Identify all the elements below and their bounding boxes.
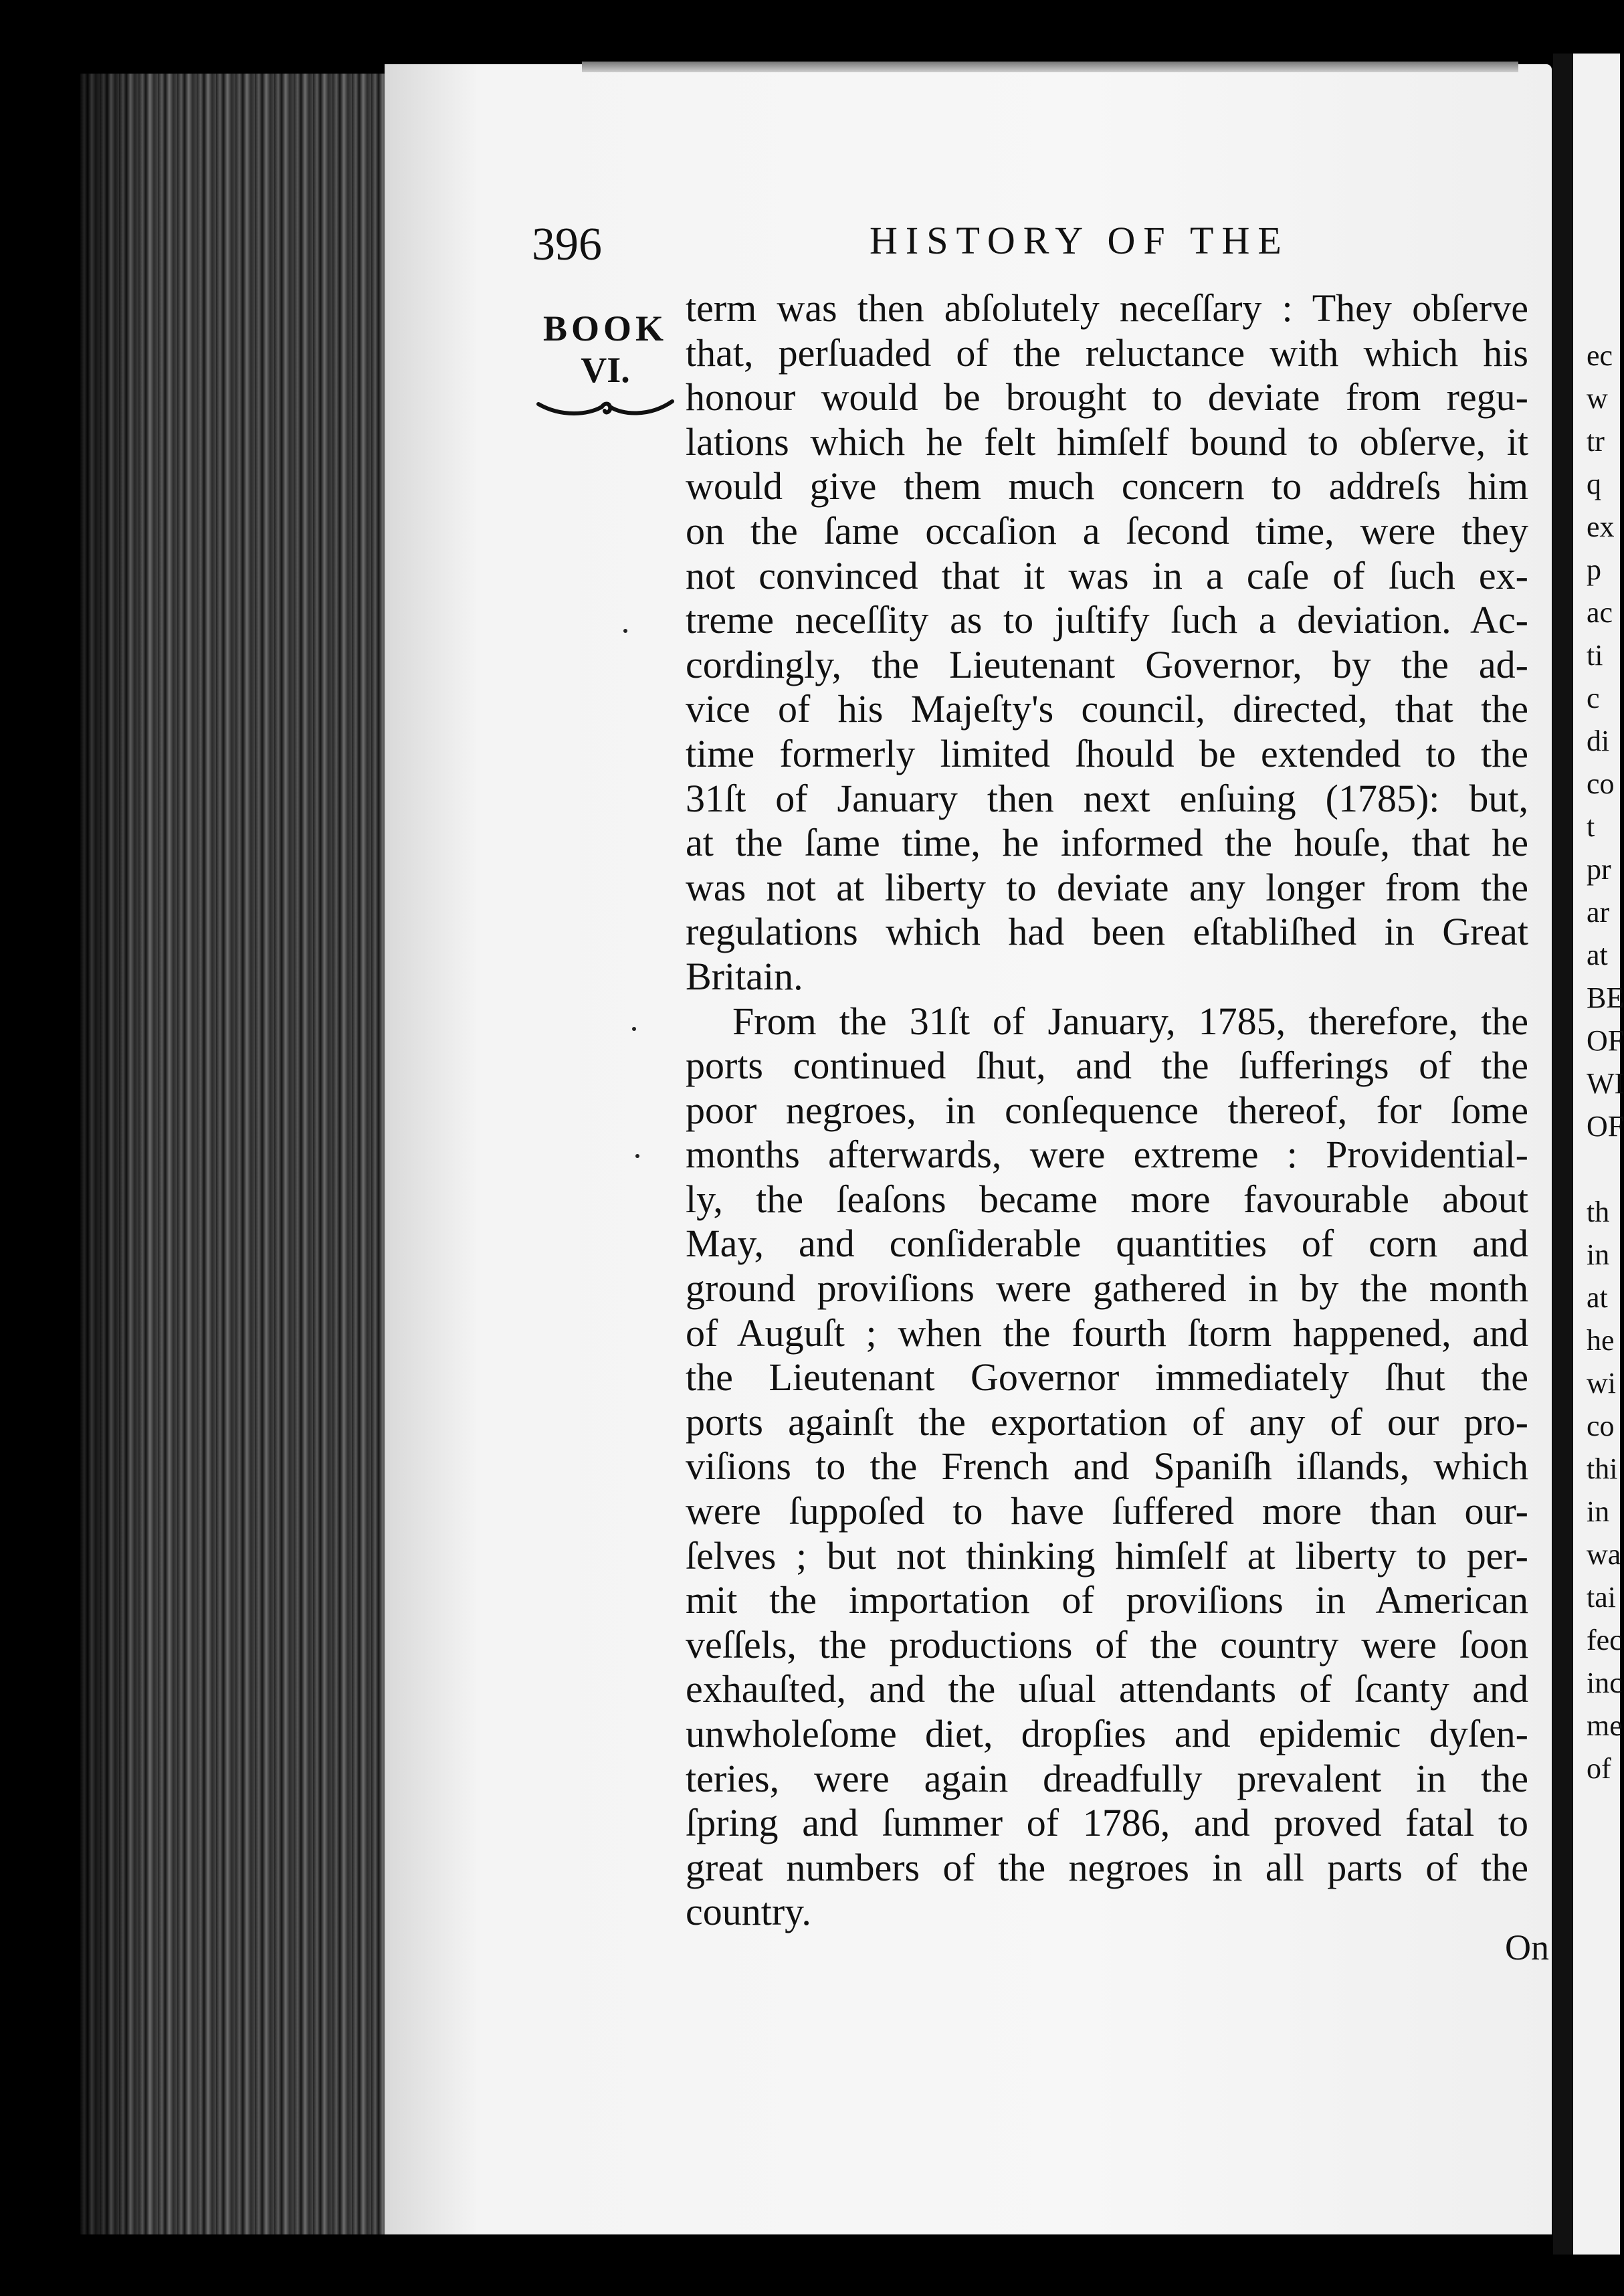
text-line: ground proviſions were gathered in by the month [686,1266,1528,1311]
text-line: the Lieutenant Governor immediately ſhut the [686,1355,1528,1400]
adjacent-fragment: fec [1587,1624,1623,1656]
body-text [686,286,1528,1935]
adjacent-fragment: WI [1587,1067,1624,1100]
adjacent-fragment: w [1587,382,1608,415]
text-line: May, and conſiderable quantities of corn and [686,1222,1528,1266]
text-line: poor negroes, in conſequence thereof, for ſome [686,1088,1528,1132]
page-fold-shadow [1553,54,1573,2255]
text-line: honour would be brought to deviate from regu- [686,375,1528,419]
text-line: of Auguſt ; when the fourth ſtorm happened, and [686,1311,1528,1355]
adjacent-fragment: wa [1587,1538,1621,1571]
adjacent-fragment: co [1587,767,1615,800]
text-line: not convinced that it was in a caſe of ſuch ex- [686,553,1528,597]
adjacent-fragment: BE [1587,981,1624,1014]
speck [623,629,627,633]
adjacent-fragment [1587,1148,1620,1191]
text-line: at the ſame time, he informed the houſe, that he [686,821,1528,865]
adjacent-fragment: tr [1587,425,1605,458]
text-line: great numbers of the negroes in all parts of the [686,1845,1528,1889]
text-line: on the ſame occaſion a ſecond time, were they [686,508,1528,553]
text-line: that, perſuaded of the reluctance with which his [686,330,1528,375]
adjacent-fragment: at [1587,1281,1608,1314]
adjacent-fragment: th [1587,1195,1610,1228]
adjacent-fragment: tai [1587,1581,1616,1614]
adjacent-fragment: pr [1587,853,1611,886]
page-number: 396 [532,219,602,270]
speck [635,1154,639,1158]
running-head [532,213,1401,280]
adjacent-fragment: c [1587,682,1600,714]
adjacent-fragment: me [1587,1709,1623,1742]
catchword: On [1505,1927,1549,1968]
adjacent-fragment: inc [1587,1666,1623,1699]
text-line: was not at liberty to deviate any longer from the [686,865,1528,909]
text-line: cordingly, the Lieutenant Governor, by the ad- [686,642,1528,686]
adjacent-fragment: ac [1587,596,1613,629]
text-line: unwholeſome diet, dropſies and epidemic dyſen- [686,1712,1528,1755]
text-line: mit the importation of proviſions in American [686,1578,1528,1622]
text-line: time formerly limited ſhould be extended to the [686,731,1528,775]
margin-book-number: VI. [581,350,630,390]
text-line: were ſuppoſed to have ſuffered more than our- [686,1489,1528,1533]
text-line: ſelves ; but not thinking himſelf at liberty to per- [686,1533,1528,1577]
speck [632,1027,636,1031]
adjacent-fragment: in [1587,1495,1610,1528]
flourish-icon [535,395,676,421]
adjacent-page-text [1587,334,1624,1790]
text-line: treme neceſſity as to juſtify ſuch a deviation. Ac- [686,598,1528,642]
adjacent-fragment: t [1587,810,1595,843]
text-line: 31ſt of January then next enſuing (1785): but, [686,776,1528,820]
text-line: Britain. [686,954,803,998]
text-line: ſpring and ſummer of 1786, and proved fatal to [686,1801,1528,1845]
adjacent-fragment: co [1587,1410,1615,1442]
text-line: viſions to the French and Spaniſh iſlands, which [686,1444,1528,1489]
text-line: ports continued ſhut, and the ſufferings of the [686,1044,1528,1088]
adjacent-fragment: ec [1587,339,1613,372]
adjacent-fragment: in [1587,1238,1610,1271]
adjacent-fragment: OF [1587,1024,1624,1057]
adjacent-fragment: di [1587,725,1610,757]
text-line: From the 31ſt of January, 1785, therefore, the [732,999,1528,1043]
text-line: lations which he felt himſelf bound to obſerve, it [686,419,1528,464]
text-line: teries, were again dreadfully prevalent in the [686,1756,1528,1800]
adjacent-fragment: ti [1587,639,1603,672]
adjacent-fragment: ar [1587,896,1610,929]
adjacent-fragment: OF [1587,1110,1624,1143]
text-line: veſſels, the productions of the country were ſoon [686,1622,1528,1666]
text-line: months afterwards, were extreme : Providential- [686,1133,1528,1177]
text-line: term was then abſolutely neceſſary : They obſerve [686,286,1528,330]
adjacent-fragment: thi [1587,1452,1618,1485]
adjacent-fragment: at [1587,939,1608,971]
text-line: regulations which had been eſtabliſhed in Great [686,910,1528,954]
margin-note [532,308,679,421]
margin-book-label: BOOK [542,308,668,349]
page-top-edge [582,62,1518,72]
text-line: exhauſted, and the uſual attendants of ſcanty and [686,1667,1528,1711]
adjacent-fragment: p [1587,553,1601,586]
adjacent-fragment: of [1587,1752,1611,1785]
text-line: ports againſt the exportation of any of our pro- [686,1400,1528,1444]
adjacent-fragment: he [1587,1324,1615,1357]
text-line: vice of his Majeſty's council, directed, that the [686,687,1528,731]
adjacent-fragment: q [1587,468,1601,500]
text-line: would give them much concern to addreſs him [686,464,1528,508]
adjacent-fragment: wi [1587,1367,1616,1400]
text-line: country. [686,1890,811,1934]
adjacent-fragment: ex [1587,510,1615,543]
running-title: HISTORY OF THE [870,219,1290,262]
text-line: ly, the ſeaſons became more favourable about [686,1177,1528,1221]
